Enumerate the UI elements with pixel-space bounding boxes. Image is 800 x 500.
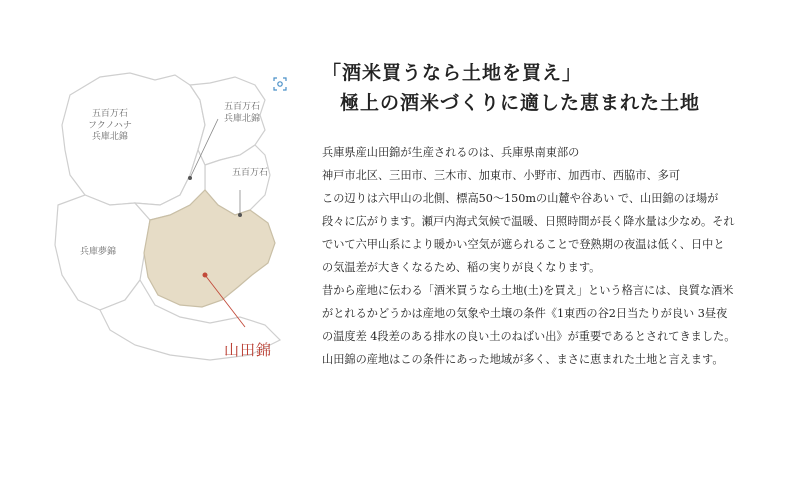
body-line: 昔から産地に伝わる「酒米買うなら土地(土)を買え」という格言には、良質な酒米: [322, 283, 734, 297]
callout-dot-north: [188, 176, 192, 180]
body-line: の気温差が大きくなるため、稲の実りが良くなります。: [322, 260, 601, 274]
body-line: 山田錦の産地はこの条件にあった地域が多く、まさに恵まれた土地と言えます。: [322, 352, 724, 366]
label-yume-nishiki: 兵庫夢錦: [80, 247, 117, 257]
text-section: [322, 58, 772, 371]
body-line: でいて六甲山系により暖かい空気が遮られることで登熟期の夜温は低く、日中と: [322, 237, 725, 251]
body-line: 段々に広がります。瀬戸内海式気候で温暖、日照時間が長く降水量は少なめ。それ: [322, 214, 735, 228]
label-yamada-nishiki: 山田錦: [224, 341, 273, 359]
hyogo-map: [40, 55, 310, 395]
headline-quote: 「酒米買うなら土地を買え」: [322, 62, 583, 84]
label-gohyaku: 五百万石: [232, 168, 269, 178]
label-gohyaku-hokunishiki: 五百万石 兵庫北錦: [224, 102, 261, 124]
body-text: [322, 141, 772, 371]
body-line: の温度差 4段差のある排水の良い土のねばい出》が重要であるとされてきました。: [322, 329, 736, 343]
body-line: がとれるかどうかは産地の気象や土壌の条件《1東西の谷2日当たりが良い 3昼夜: [322, 306, 728, 320]
body-line: 兵庫県産山田錦が生産されるのは、兵庫県南東部の: [322, 145, 580, 159]
headline-subtitle: 極上の酒米づくりに適した恵まれた土地: [340, 92, 701, 115]
body-line: この辺りは六甲山の北側、標高50～150mの山麓や谷あい で、山田錦のほ場が: [322, 191, 719, 205]
map-region-north-west: [62, 73, 205, 205]
body-line: 神戸市北区、三田市、三木市、加東市、小野市、加西市、西脇市、多可: [322, 168, 681, 182]
label-gohyaku-fukuhana-hokunishiki: 五百万石 フクノハナ 兵庫北錦: [88, 109, 132, 143]
callout-dot-east: [238, 213, 242, 217]
scan-icon[interactable]: [273, 77, 287, 91]
